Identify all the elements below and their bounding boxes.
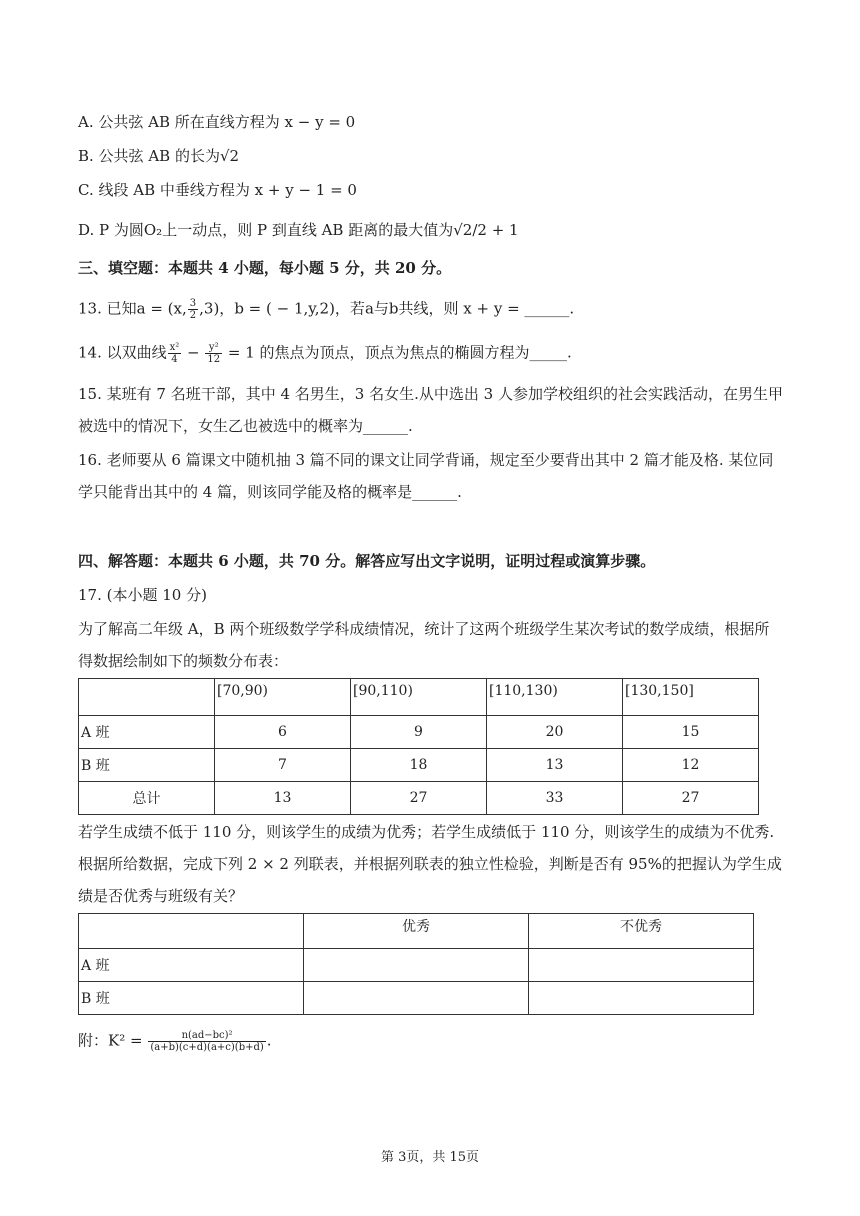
appendix-fraction: [148, 1030, 265, 1053]
table-cell: 6: [215, 716, 351, 749]
table-cell: 27: [351, 782, 487, 815]
q13-fraction: [188, 298, 198, 321]
q13-frac-den: 2: [189, 310, 197, 321]
option-a: A. 公共弦 AB 所在直线方程为 x − y = 0: [78, 113, 356, 131]
q14-minus: −: [182, 343, 205, 362]
q14-frac1-den: 4: [171, 354, 178, 365]
table-header-row: [79, 914, 754, 949]
table-row: [79, 982, 754, 1015]
question-13: [78, 298, 574, 321]
q13-vec-a-end: ,3)，: [199, 299, 235, 318]
option-d: D. P 为圆O₂上一动点，则 P 到直线 AB 距离的最大值为√2/2 + 1: [78, 221, 519, 239]
q14-fraction-x: [168, 342, 182, 365]
q13-frac-num: 3: [189, 298, 197, 309]
table-cell: [304, 982, 529, 1015]
q14-frac2-num: y²: [205, 342, 222, 354]
table-cell: 12: [623, 749, 759, 782]
question-16: 16. 老师要从 6 篇课文中随机抽 3 篇不同的课文让同学背诵，规定至少要背出其中 2 篇才能及格. 某位同学只能背出其中的 4 篇，则该同学能及格的概率是______.: [78, 451, 774, 501]
contingency-table: [78, 913, 754, 1015]
q13-prefix: 13. 已知: [78, 299, 137, 318]
table-cell: 15: [623, 716, 759, 749]
table-cell: 33: [487, 782, 623, 815]
q13-b2: b: [388, 299, 399, 318]
table-cell: 13: [487, 749, 623, 782]
option-c: C. 线段 AB 中垂线方程为 x + y − 1 = 0: [78, 181, 357, 199]
q13-mid: 与: [373, 299, 389, 318]
q14-suffix: = 1 的焦点为顶点，顶点为焦点的椭圆方程为_____.: [223, 343, 572, 362]
table-header-cell: 优秀: [304, 914, 529, 949]
question-17-title: 17. (本小题 10 分): [78, 586, 207, 604]
question-17-body: 若学生成绩不低于 110 分，则该学生的成绩为优秀；若学生成绩低于 110 分，则该学生的成绩为不优秀. 根据所给数据，完成下列 2 × 2 列联表，并根据列联表的独立性检验，判断是否有 95%的把握认为学生成绩是否优秀与班级有关？: [78, 823, 782, 905]
table-row: [79, 749, 759, 782]
appendix-numerator: n(ad−bc)²: [148, 1030, 265, 1042]
q14-frac1-num: x²: [169, 342, 180, 353]
appendix-denominator: (a+b)(c+d)(a+c)(b+d): [150, 1042, 264, 1053]
formula-appendix: [78, 1030, 272, 1053]
appendix-suffix: .: [266, 1031, 272, 1050]
option-b: B. 公共弦 AB 的长为√2: [78, 147, 240, 165]
table-row: [79, 949, 754, 982]
table-header-cell: [79, 679, 215, 716]
q13-vec-b: b = ( − 1,y,2)，若: [234, 299, 365, 318]
table-header-cell: [90,110): [351, 679, 487, 716]
table-cell: [529, 949, 754, 982]
q14-prefix: 14. 以双曲线: [78, 343, 167, 362]
table-header-cell: 不优秀: [529, 914, 754, 949]
table-cell: 9: [351, 716, 487, 749]
table-header-row: [79, 679, 759, 716]
table-header-cell: [70,90): [215, 679, 351, 716]
row-label: B 班: [79, 749, 215, 782]
table-cell: 7: [215, 749, 351, 782]
q13-suffix: 共线，则 x + y = ______.: [398, 299, 575, 318]
question-17-intro: 为了解高二年级 A，B 两个班级数学学科成绩情况，统计了这两个班级学生某次考试的数学成绩，根据所得数据绘制如下的频数分布表：: [78, 620, 770, 670]
table-row: [79, 716, 759, 749]
row-label: 总计: [79, 782, 215, 815]
q14-frac2-den: 12: [207, 354, 221, 365]
frequency-table: [78, 678, 759, 815]
table-header-cell: [110,130): [487, 679, 623, 716]
q13-vec-a: a = (x,: [136, 299, 187, 318]
table-cell: 20: [487, 716, 623, 749]
table-header-cell: [130,150]: [623, 679, 759, 716]
row-label: A 班: [79, 716, 215, 749]
q14-fraction-y: [205, 342, 222, 365]
section-4-heading: 四、解答题：本题共 6 小题，共 70 分。解答应写出文字说明，证明过程或演算步骤。: [78, 552, 656, 570]
row-label: A 班: [79, 949, 304, 982]
question-14: [78, 342, 572, 365]
question-15: 15. 某班有 7 名班干部，其中 4 名男生，3 名女生.从中选出 3 人参加学校组织的社会实践活动，在男生甲被选中的情况下，女生乙也被选中的概率为______.: [78, 385, 783, 435]
table-cell: [304, 949, 529, 982]
page-footer: 第 3页，共 15页: [380, 1150, 480, 1165]
q13-a2: a: [364, 299, 374, 318]
row-label: B 班: [79, 982, 304, 1015]
table-cell: 13: [215, 782, 351, 815]
table-header-cell: [79, 914, 304, 949]
section-3-heading: 三、填空题：本题共 4 小题，每小题 5 分，共 20 分。: [78, 259, 452, 277]
table-cell: 27: [623, 782, 759, 815]
table-row: [79, 782, 759, 815]
appendix-prefix: 附：K² =: [78, 1031, 148, 1050]
table-cell: 18: [351, 749, 487, 782]
table-cell: [529, 982, 754, 1015]
